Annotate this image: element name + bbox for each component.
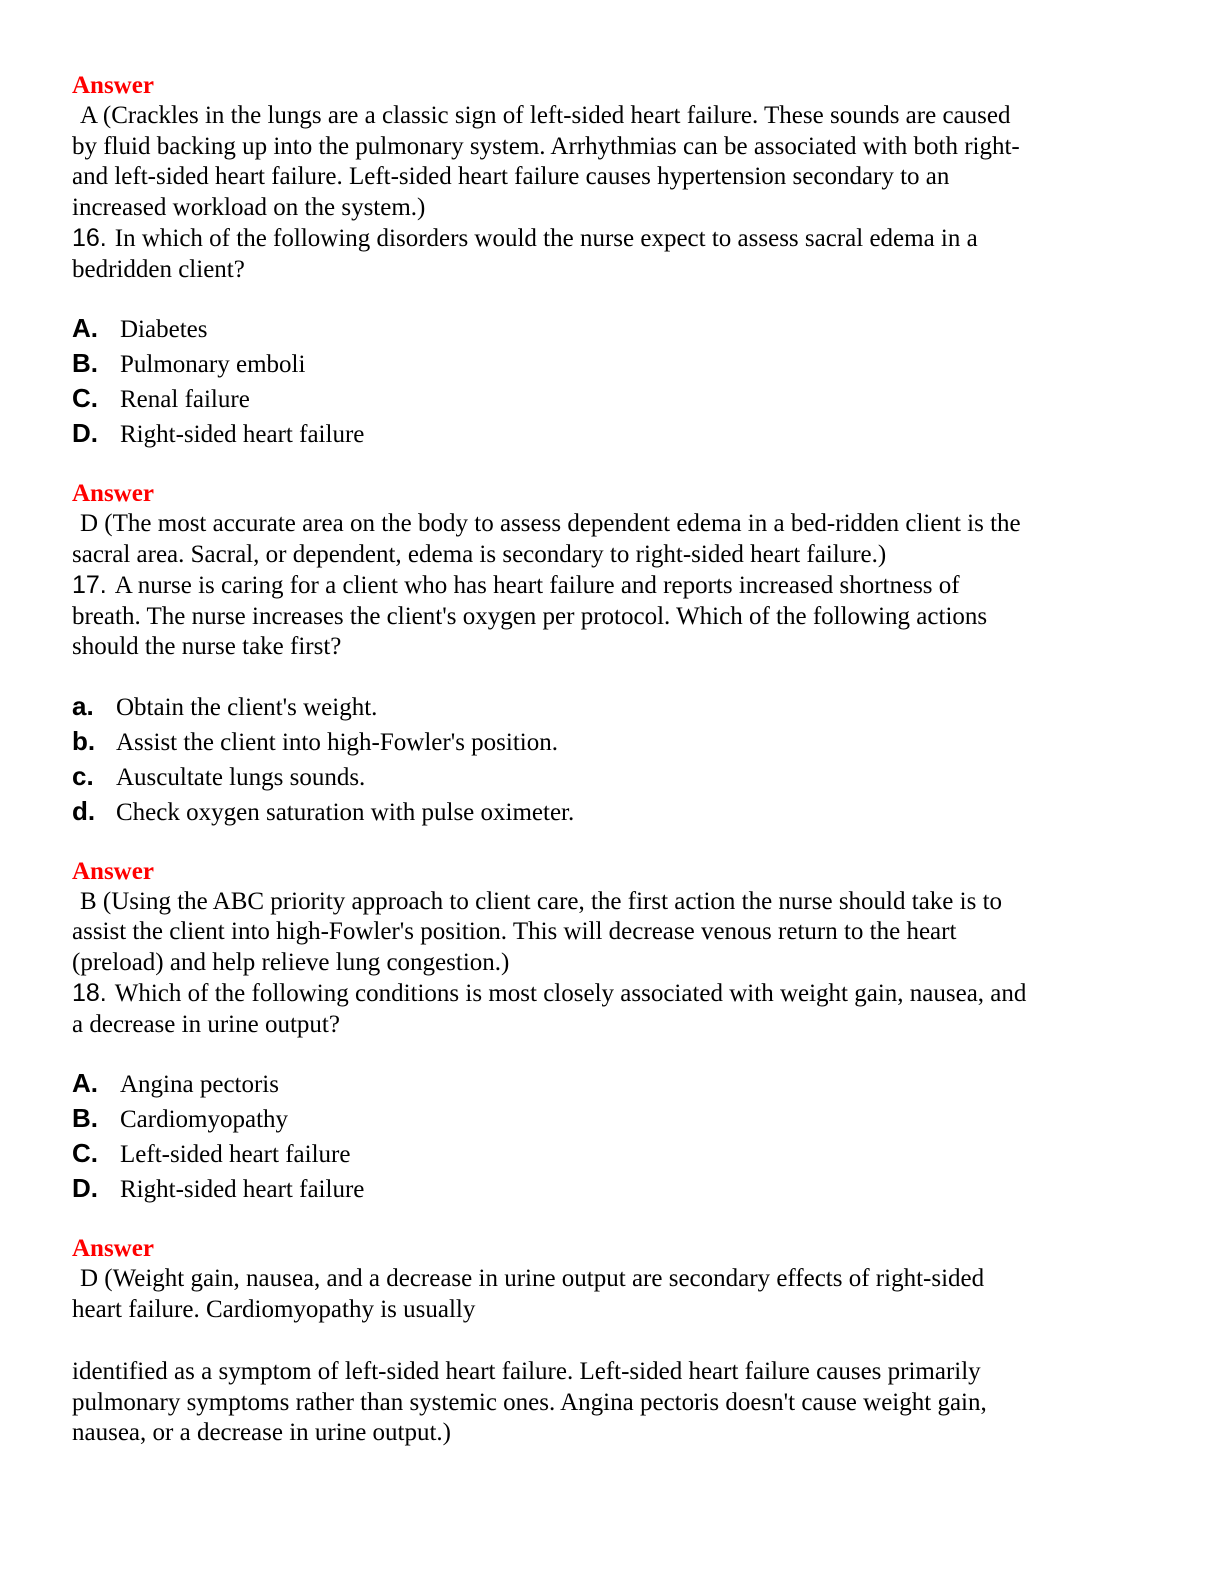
question-text-line: bedridden client? bbox=[72, 255, 245, 283]
option-list bbox=[72, 311, 1142, 451]
option-list bbox=[72, 689, 1142, 829]
option-letter: d. bbox=[72, 795, 96, 826]
answer-label: Answer bbox=[72, 480, 154, 507]
option-letter: D. bbox=[72, 1173, 98, 1203]
answer-label: Answer bbox=[72, 1235, 154, 1262]
option-text: Right-sided heart failure bbox=[120, 1176, 365, 1203]
option-item bbox=[72, 794, 1142, 829]
question-number: 16. bbox=[72, 224, 107, 252]
option-item bbox=[72, 311, 1142, 346]
option-letter: b. bbox=[72, 725, 96, 756]
question-block-17 bbox=[72, 570, 1142, 829]
question-text-line: should the nurse take first? bbox=[72, 633, 342, 660]
question-text: A nurse is caring for a client who has heart failure and reports increased shortness of bbox=[114, 572, 960, 599]
option-item bbox=[72, 724, 1142, 759]
question-text-line: a decrease in urine output? bbox=[72, 1010, 340, 1038]
option-text: Auscultate lungs sounds. bbox=[116, 763, 366, 791]
question-text-line bbox=[72, 978, 1142, 1010]
question-number: 17. bbox=[72, 571, 107, 599]
option-letter: C. bbox=[72, 383, 98, 413]
option-text: Check oxygen saturation with pulse oximeter. bbox=[116, 798, 575, 826]
question-text: In which of the following disorders would the nurse expect to assess sacral edema in a bbox=[114, 225, 978, 252]
answer-text-line: nausea, or a decrease in urine output.) bbox=[72, 1419, 452, 1446]
answer-block-17 bbox=[72, 856, 1142, 979]
answer-label: Answer bbox=[72, 72, 154, 99]
question-text-line bbox=[72, 570, 1142, 602]
option-text: Assist the client into high-Fowler's position. bbox=[116, 728, 558, 756]
answer-text-line: and left-sided heart failure. Left-sided heart failure causes hypertension secondary to an bbox=[72, 163, 950, 190]
option-item bbox=[72, 1101, 1142, 1136]
question-text-line: breath. The nurse increases the client's oxygen per protocol. Which of the following actions bbox=[72, 602, 988, 630]
option-text: Pulmonary emboli bbox=[120, 351, 306, 378]
question-number: 18. bbox=[72, 979, 107, 1007]
answer-block-15 bbox=[72, 70, 1142, 223]
answer-text-line: pulmonary symptoms rather than systemic ones. Angina pectoris doesn't cause weight gain, bbox=[72, 1388, 987, 1416]
answer-block-16 bbox=[72, 478, 1142, 570]
answer-text-line: D (The most accurate area on the body to assess dependent edema in a bed-ridden client is the bbox=[80, 510, 1021, 537]
option-letter: C. bbox=[72, 1138, 98, 1168]
question-text-line bbox=[72, 223, 1142, 255]
option-item bbox=[72, 1136, 1142, 1171]
answer-text-line: A (Crackles in the lungs are a classic sign of left-sided heart failure. These sounds are caused bbox=[80, 102, 1011, 129]
option-text: Left-sided heart failure bbox=[120, 1141, 351, 1168]
option-letter: B. bbox=[72, 348, 98, 378]
option-letter: A. bbox=[72, 313, 98, 343]
option-item bbox=[72, 381, 1142, 416]
option-letter: c. bbox=[72, 760, 94, 791]
answer-block-18 bbox=[72, 1233, 1142, 1449]
option-item bbox=[72, 1066, 1142, 1101]
answer-text-line: sacral area. Sacral, or dependent, edema is secondary to right-sided heart failure.) bbox=[72, 540, 887, 568]
option-list bbox=[72, 1066, 1142, 1206]
answer-text-line: (preload) and help relieve lung congestion.) bbox=[72, 948, 510, 976]
option-item bbox=[72, 416, 1142, 451]
answer-text-line: heart failure. Cardiomyopathy is usually bbox=[72, 1295, 476, 1323]
question-text: Which of the following conditions is most closely associated with weight gain, nausea, and bbox=[114, 980, 1027, 1007]
option-letter: D. bbox=[72, 418, 98, 448]
option-letter: A. bbox=[72, 1068, 98, 1098]
option-item bbox=[72, 1171, 1142, 1206]
answer-text-line: B (Using the ABC priority approach to client care, the first action the nurse should take is to bbox=[80, 887, 1003, 915]
answer-text-line: increased workload on the system.) bbox=[72, 193, 426, 221]
option-item bbox=[72, 759, 1142, 794]
answer-text-line: D (Weight gain, nausea, and a decrease in urine output are secondary effects of right-sided bbox=[80, 1265, 985, 1292]
option-text: Cardiomyopathy bbox=[120, 1106, 289, 1133]
option-letter: B. bbox=[72, 1103, 98, 1133]
option-item bbox=[72, 346, 1142, 381]
option-text: Renal failure bbox=[120, 386, 250, 413]
option-item bbox=[72, 689, 1142, 724]
option-text: Obtain the client's weight. bbox=[116, 693, 378, 721]
option-text: Angina pectoris bbox=[120, 1071, 279, 1098]
question-block-16 bbox=[72, 223, 1142, 451]
option-text: Right-sided heart failure bbox=[120, 421, 365, 448]
answer-label: Answer bbox=[72, 857, 154, 885]
document-page bbox=[72, 70, 1142, 1449]
answer-text-line: assist the client into high-Fowler's position. This will decrease venous return to the heart bbox=[72, 918, 957, 945]
question-block-18 bbox=[72, 978, 1142, 1206]
answer-text-line: by fluid backing up into the pulmonary system. Arrhythmias can be associated with both right- bbox=[72, 132, 1020, 160]
option-letter: a. bbox=[72, 690, 94, 721]
option-text: Diabetes bbox=[120, 316, 208, 343]
answer-text-line: identified as a symptom of left-sided heart failure. Left-sided heart failure causes primarily bbox=[72, 1358, 981, 1385]
